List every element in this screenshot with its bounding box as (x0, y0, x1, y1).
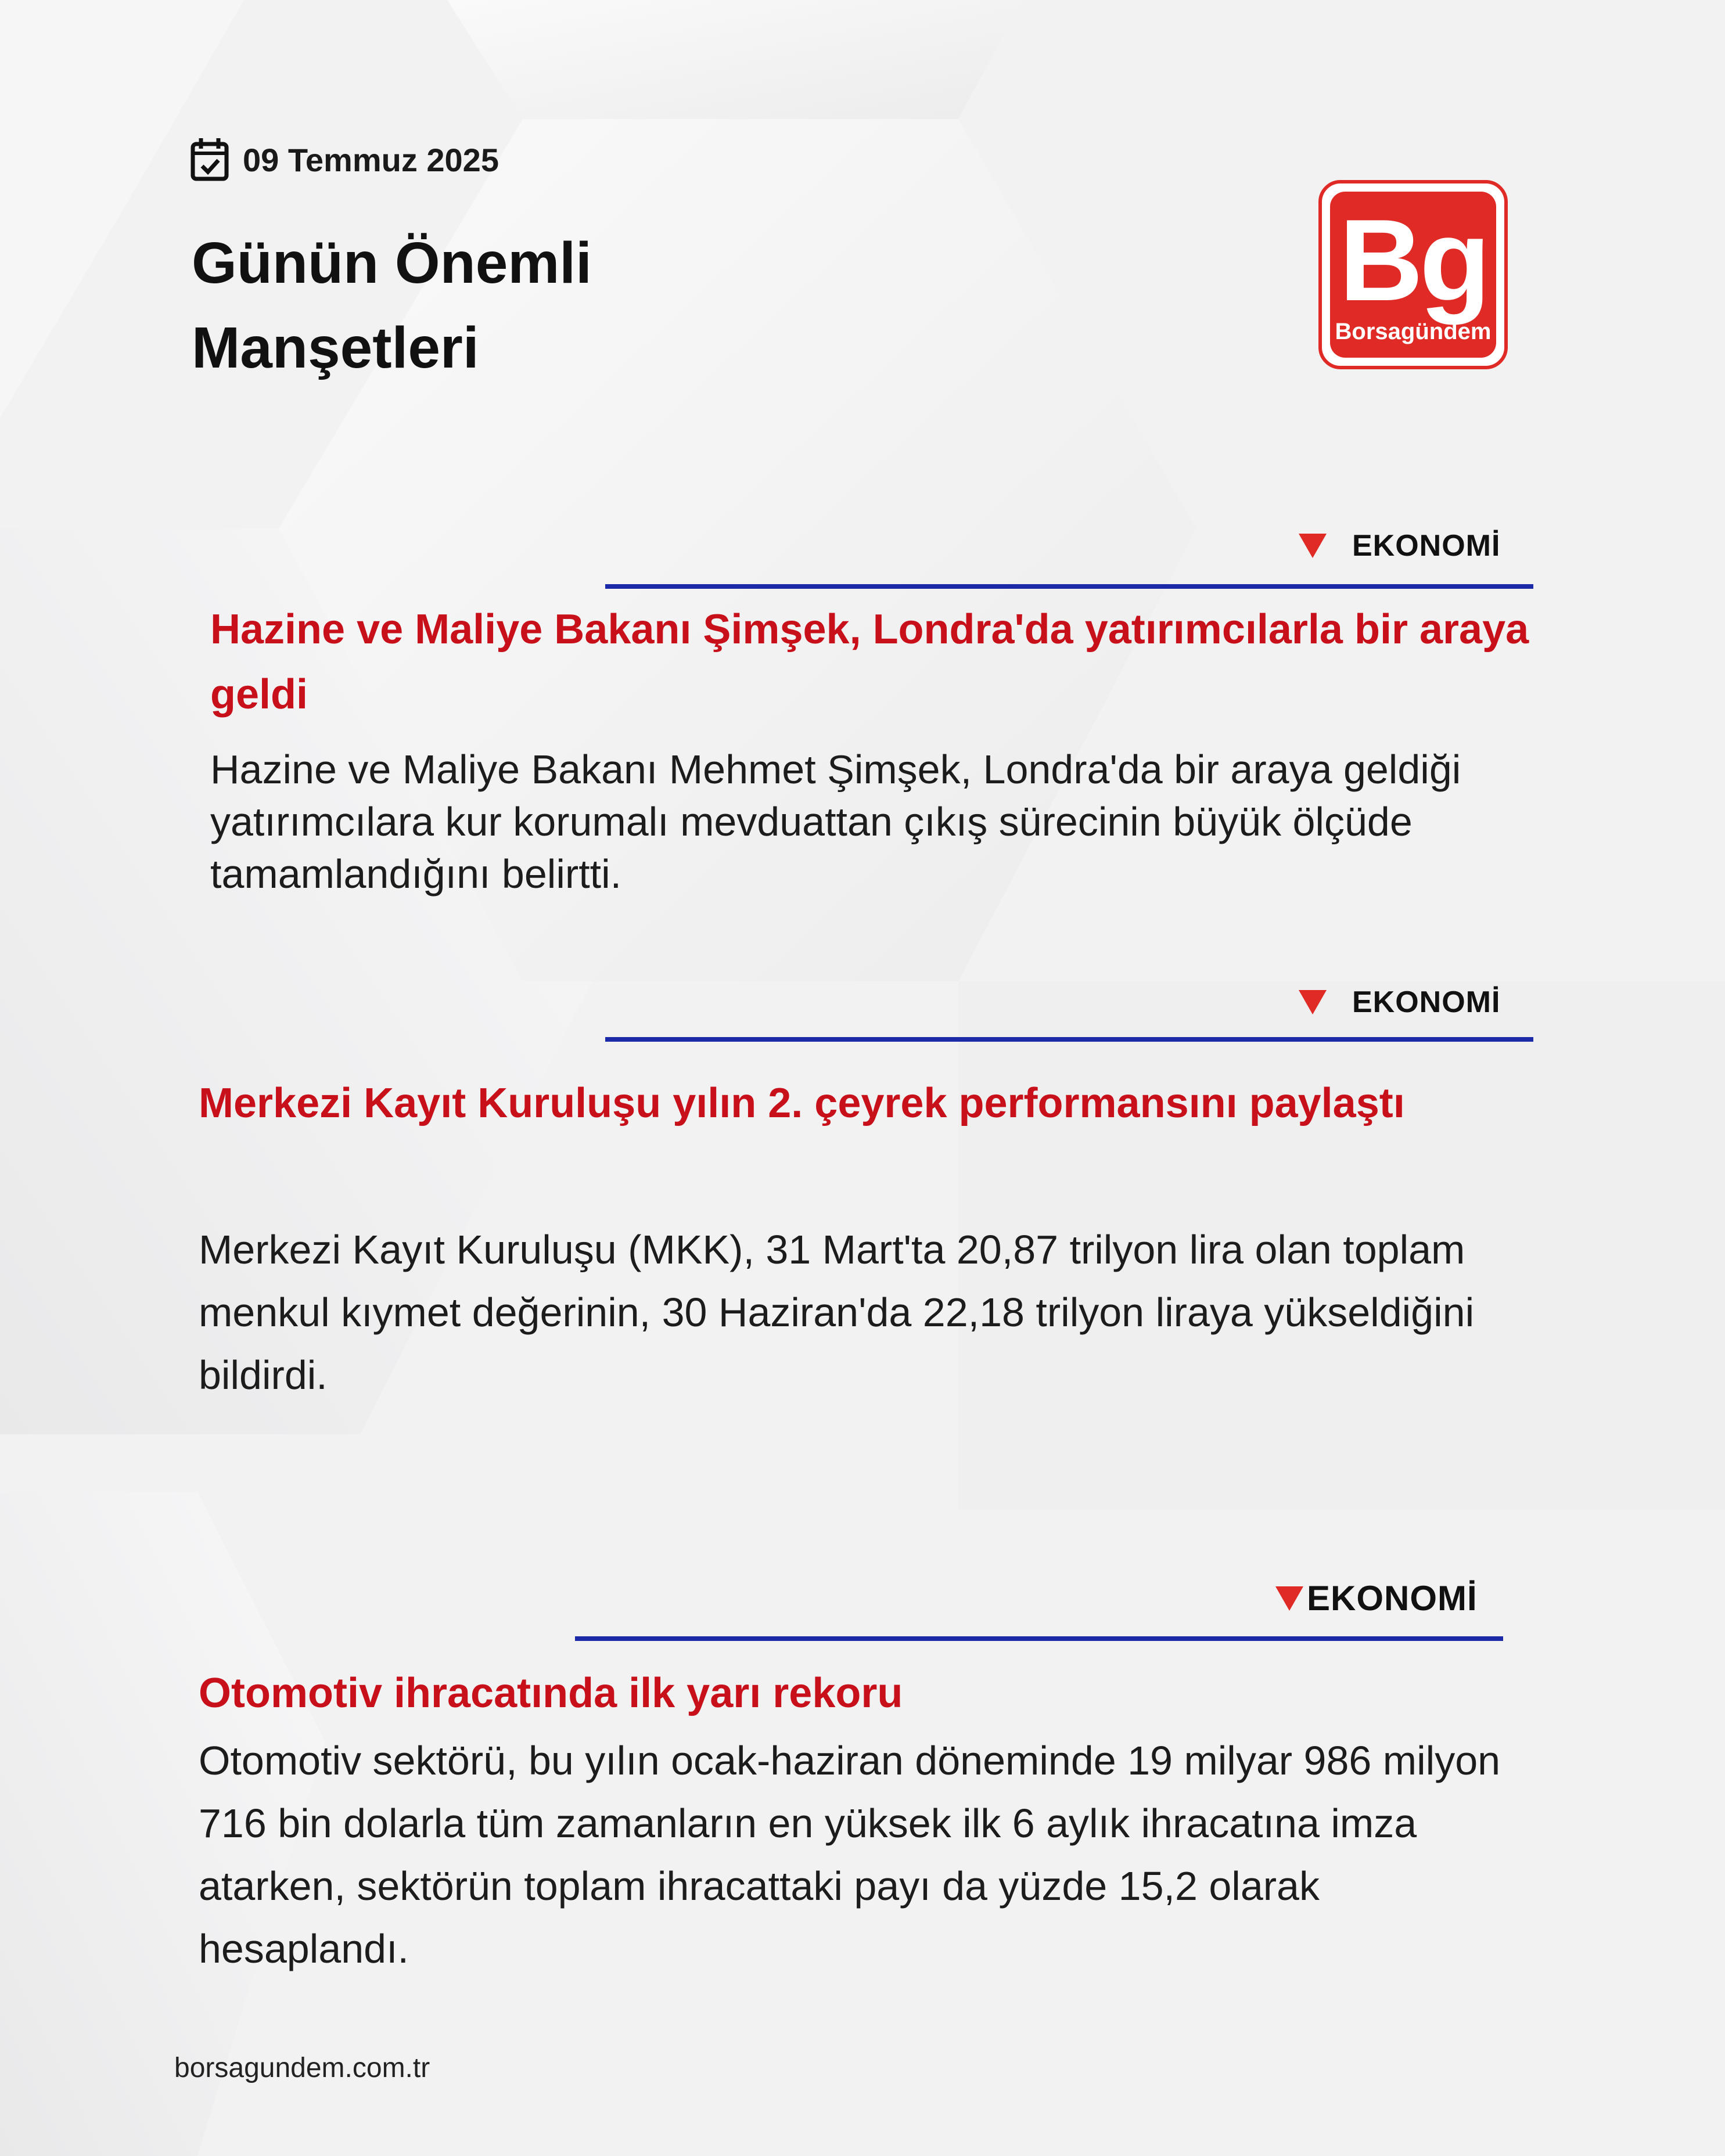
article-summary: Otomotiv sektörü, bu yılın ocak-haziran döneminde 19 milyar 986 milyon 716 bin dolarla tüm zamanların en yüksek ilk 6 aylık ihracatına imza atarken, sektörün toplam ihracattaki payı da yüzde 15,2 olarak hesaplandı. (199, 1738, 1501, 1971)
borsagundem-logo[interactable] (1318, 180, 1508, 369)
section-divider (575, 1636, 1503, 1641)
red-triangle-down-icon (1275, 1586, 1303, 1611)
red-triangle-down-icon (1299, 534, 1327, 558)
logo-mark: Bg (1339, 196, 1487, 325)
red-triangle-down-icon (1299, 990, 1327, 1014)
logo-name: Borsagündem (1335, 319, 1492, 344)
category-text: EKONOMİ (1352, 529, 1501, 563)
category-text: EKONOMİ (1352, 985, 1501, 1019)
article-summary: Hazine ve Maliye Bakanı Mehmet Şimşek, Londra'da bir araya geldiği yatırımcılara kur korumalı mevduattan çıkış sürecinin büyük ölçüde tamamlandığını belirtti. (210, 747, 1461, 897)
category-text: EKONOMİ (1307, 1579, 1478, 1618)
calendar-check-icon (189, 137, 230, 182)
page-title: Günün Önemli Manşetleri (192, 231, 592, 380)
article-headline[interactable]: Hazine ve Maliye Bakanı Şimşek, Londra'da yatırımcılarla bir araya geldi (210, 606, 1529, 718)
date-row (189, 137, 499, 182)
category-label (1299, 985, 1500, 1020)
article-headline[interactable]: Otomotiv ihracatında ilk yarı rekoru (199, 1670, 903, 1716)
section-divider (605, 1037, 1533, 1042)
website-url[interactable]: borsagundem.com.tr (174, 2053, 430, 2083)
logo-badge (1330, 192, 1496, 358)
article-headline[interactable]: Merkezi Kayıt Kuruluşu yılın 2. çeyrek performansını paylaştı (199, 1080, 1405, 1126)
article-summary: Merkezi Kayıt Kuruluşu (MKK), 31 Mart'ta 20,87 trilyon lira olan toplam menkul kıymet değerinin, 30 Haziran'da 22,18 trilyon liraya yükseldiğini bildirdi. (199, 1227, 1475, 1398)
category-label (1299, 528, 1500, 563)
section-divider (605, 584, 1533, 589)
category-label (1275, 1578, 1478, 1618)
publish-date: 09 Temmuz 2025 (243, 141, 499, 178)
